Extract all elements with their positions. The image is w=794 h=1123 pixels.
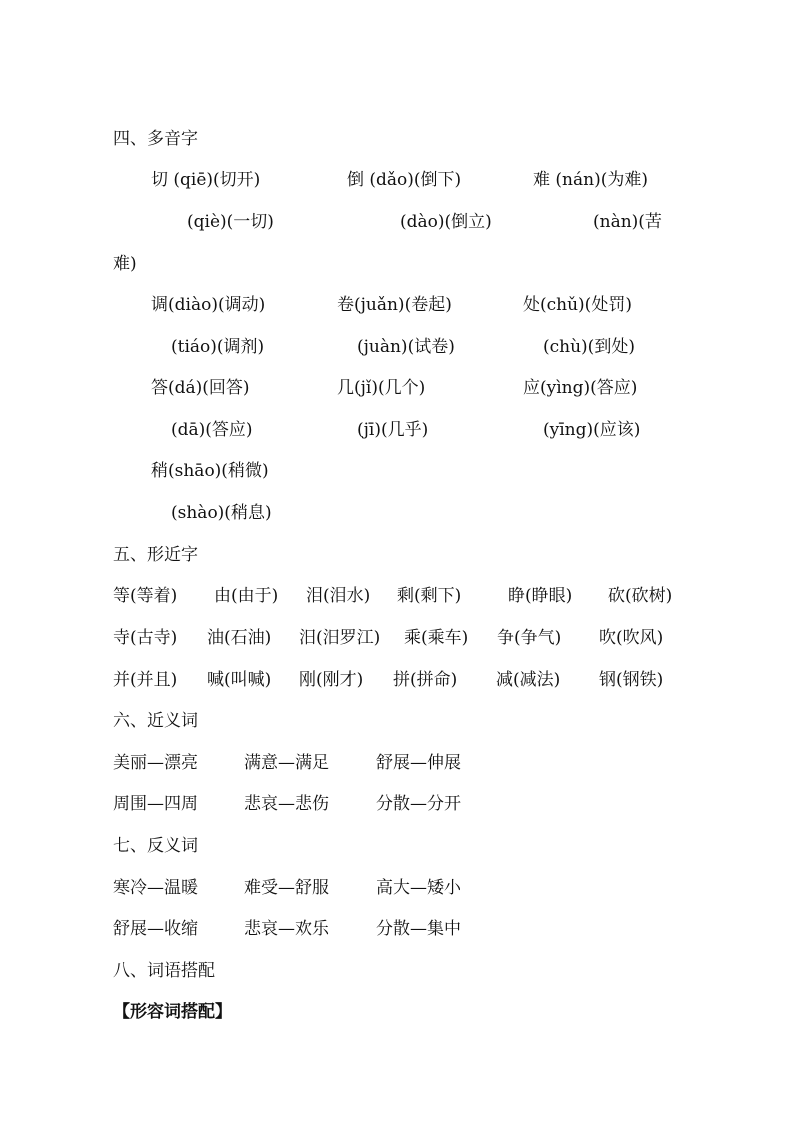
polyphonic-entry: (chù)(到处) — [543, 337, 635, 357]
polyphonic-entry: (tiáo)(调剂) — [171, 337, 265, 357]
polyphonic-entry: (jī)(几乎) — [357, 420, 429, 440]
polyphonic-entry: (qiè)(一切) — [187, 212, 274, 232]
synonym-pair: 舒展—伸展 — [376, 753, 461, 773]
polyphonic-entry: 处(chǔ)(处罚) — [523, 295, 632, 315]
similar-character-entry: 寺(古寺) — [113, 628, 178, 648]
similar-character-entry: 砍(砍树) — [608, 586, 673, 606]
similar-character-entry: 由(由于) — [214, 586, 279, 606]
heading-polyphonic: 四、多音字 — [113, 129, 198, 149]
polyphonic-entry: 调(diào)(调动) — [151, 295, 266, 315]
polyphonic-entry: 稍(shāo)(稍微) — [151, 461, 269, 481]
similar-character-entry: 喊(叫喊) — [207, 670, 272, 690]
polyphonic-entry: 卷(juǎn)(卷起) — [337, 295, 452, 315]
similar-character-entry: 睁(睁眼) — [508, 586, 573, 606]
antonym-pair: 难受—舒服 — [244, 878, 329, 898]
synonym-pair: 满意—满足 — [244, 753, 329, 773]
antonym-pair: 寒冷—温暖 — [113, 878, 198, 898]
polyphonic-entry: 倒 (dǎo)(倒下) — [347, 170, 462, 190]
synonym-pair: 分散—分开 — [376, 794, 461, 814]
polyphonic-entry: (shào)(稍息) — [171, 503, 272, 523]
antonym-pair: 高大—矮小 — [376, 878, 461, 898]
similar-character-entry: 油(石油) — [207, 628, 272, 648]
polyphonic-entry: 难 (nán)(为难) — [533, 170, 648, 190]
heading-synonyms: 六、近义词 — [113, 711, 198, 731]
heading-word-collocation: 八、词语搭配 — [113, 961, 215, 981]
similar-character-entry: 争(争气) — [497, 628, 562, 648]
polyphonic-entry: 切 (qiē)(切开) — [151, 170, 261, 190]
synonym-pair: 美丽—漂亮 — [113, 753, 198, 773]
polyphonic-entry: 几(jǐ)(几个) — [337, 378, 426, 398]
similar-character-entry: 吹(吹风) — [599, 628, 664, 648]
similar-character-entry: 泪(泪水) — [306, 586, 371, 606]
similar-character-entry: 等(等着) — [113, 586, 178, 606]
similar-character-entry: 汨(汨罗江) — [299, 628, 381, 648]
similar-character-entry: 刚(刚才) — [299, 670, 364, 690]
polyphonic-entry: (dā)(答应) — [171, 420, 253, 440]
similar-character-entry: 钢(钢铁) — [599, 670, 664, 690]
synonym-pair: 悲哀—悲伤 — [244, 794, 329, 814]
antonym-pair: 舒展—收缩 — [113, 919, 198, 939]
polyphonic-entry: (juàn)(试卷) — [357, 337, 455, 357]
polyphonic-entry: (nàn)(苦 — [593, 212, 662, 232]
heading-antonyms: 七、反义词 — [113, 836, 198, 856]
polyphonic-entry: (yīng)(应该) — [543, 420, 641, 440]
similar-character-entry: 减(减法) — [496, 670, 561, 690]
similar-character-entry: 拼(拼命) — [393, 670, 458, 690]
polyphonic-entry: 应(yìng)(答应) — [523, 378, 638, 398]
subheading-adjective-collocation: 【形容词搭配】 — [113, 1002, 232, 1022]
synonym-pair: 周围—四周 — [113, 794, 198, 814]
similar-character-entry: 剩(剩下) — [397, 586, 462, 606]
heading-similar-characters: 五、形近字 — [113, 545, 198, 565]
polyphonic-entry-continuation: 难) — [113, 254, 137, 274]
polyphonic-entry: (dào)(倒立) — [400, 212, 492, 232]
similar-character-entry: 并(并且) — [113, 670, 178, 690]
similar-character-entry: 乘(乘车) — [404, 628, 469, 648]
antonym-pair: 分散—集中 — [376, 919, 461, 939]
polyphonic-entry: 答(dá)(回答) — [151, 378, 250, 398]
antonym-pair: 悲哀—欢乐 — [244, 919, 329, 939]
